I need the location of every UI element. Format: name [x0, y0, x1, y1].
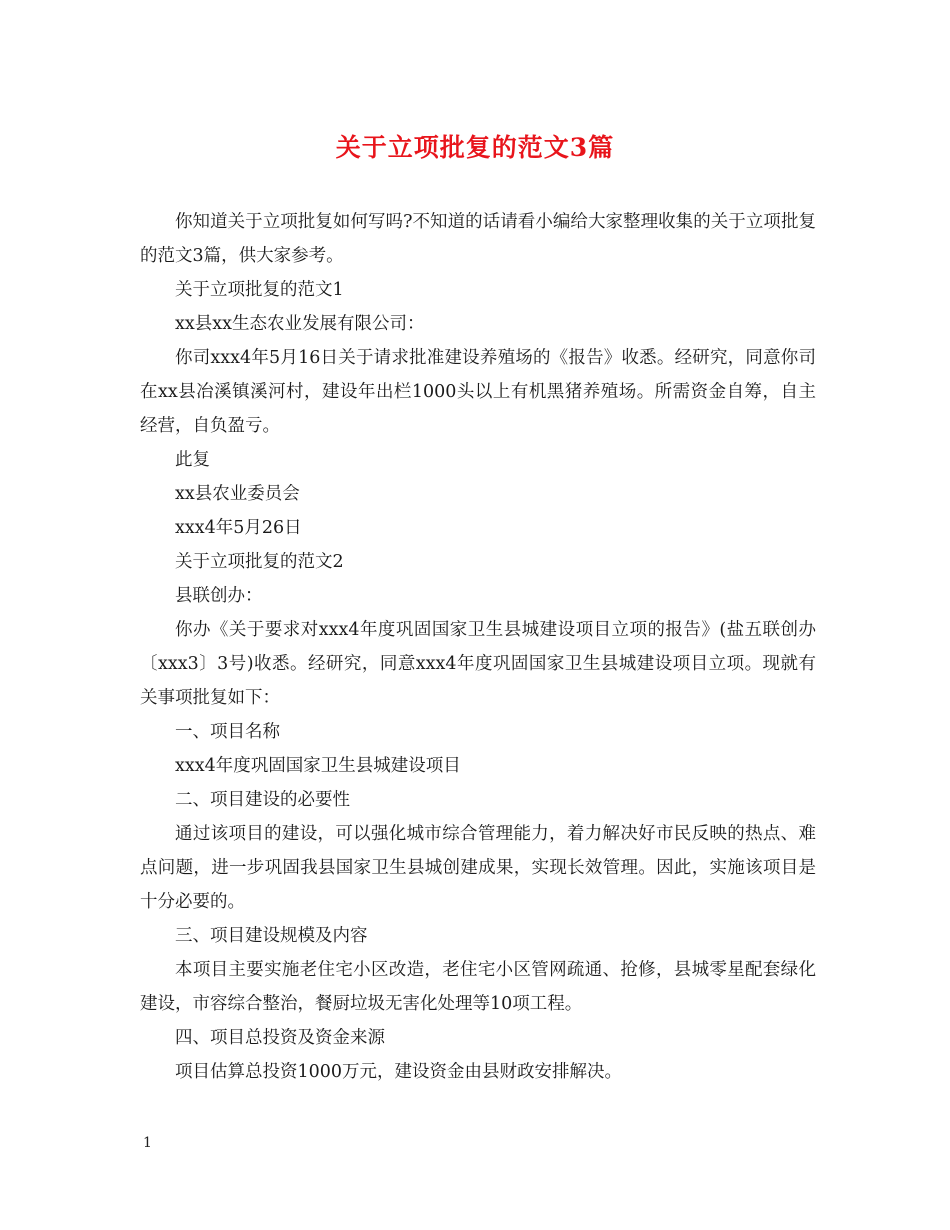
paragraph-reply-2: 你办《关于要求对xxx4年度巩固国家卫生县城建设项目立项的报告》(盐五联创办〔xxx3〕3号)收悉。经研究，同意xxx4年度巩固国家卫生县城建设项目立项。现就有关事项批复如下： [140, 620, 816, 708]
section-heading-3: 三、项目建设规模及内容 [175, 926, 368, 946]
paragraph-intro: 你知道关于立项批复如何写吗?不知道的话请看小编给大家整理收集的关于立项批复的范文3篇，供大家参考。 [140, 212, 816, 266]
document-title: 关于立项批复的范文3篇 [335, 133, 615, 162]
heading-sample-2: 关于立项批复的范文2 [175, 552, 344, 572]
closing-reply: 此复 [175, 450, 210, 470]
paragraph-scope: 本项目主要实施老住宅小区改造，老住宅小区管网疏通、抢修，县城零星配套绿化建设，市容综合整治，餐厨垃圾无害化处理等10项工程。 [140, 960, 816, 1014]
section-heading-1: 一、项目名称 [175, 722, 280, 742]
signature-issuer: xx县农业委员会 [175, 484, 300, 504]
section-heading-2: 二、项目建设的必要性 [175, 790, 350, 810]
recipient-2: 县联创办： [175, 586, 263, 606]
signature-date: xxx4年5月26日 [175, 518, 302, 538]
project-name: xxx4年度巩固国家卫生县城建设项目 [175, 756, 461, 776]
recipient-1: xx县xx生态农业发展有限公司： [175, 314, 425, 334]
paragraph-necessity: 通过该项目的建设，可以强化城市综合管理能力，着力解决好市民反映的热点、难点问题，进一步巩固我县国家卫生县城创建成果，实现长效管理。因此，实施该项目是十分必要的。 [140, 824, 816, 912]
section-heading-4: 四、项目总投资及资金来源 [175, 1028, 385, 1048]
document-body [140, 205, 816, 1089]
heading-sample-1: 关于立项批复的范文1 [175, 280, 344, 300]
paragraph-investment: 项目估算总投资1000万元，建设资金由县财政安排解决。 [175, 1062, 623, 1082]
paragraph-reply-1: 你司xxx4年5月16日关于请求批准建设养殖场的《报告》收悉。经研究，同意你司在xx县冶溪镇溪河村，建设年出栏1000头以上有机黑猪养殖场。所需资金自筹，自主经营，自负盈亏。 [140, 348, 816, 436]
page-number: 1 [143, 1135, 152, 1151]
